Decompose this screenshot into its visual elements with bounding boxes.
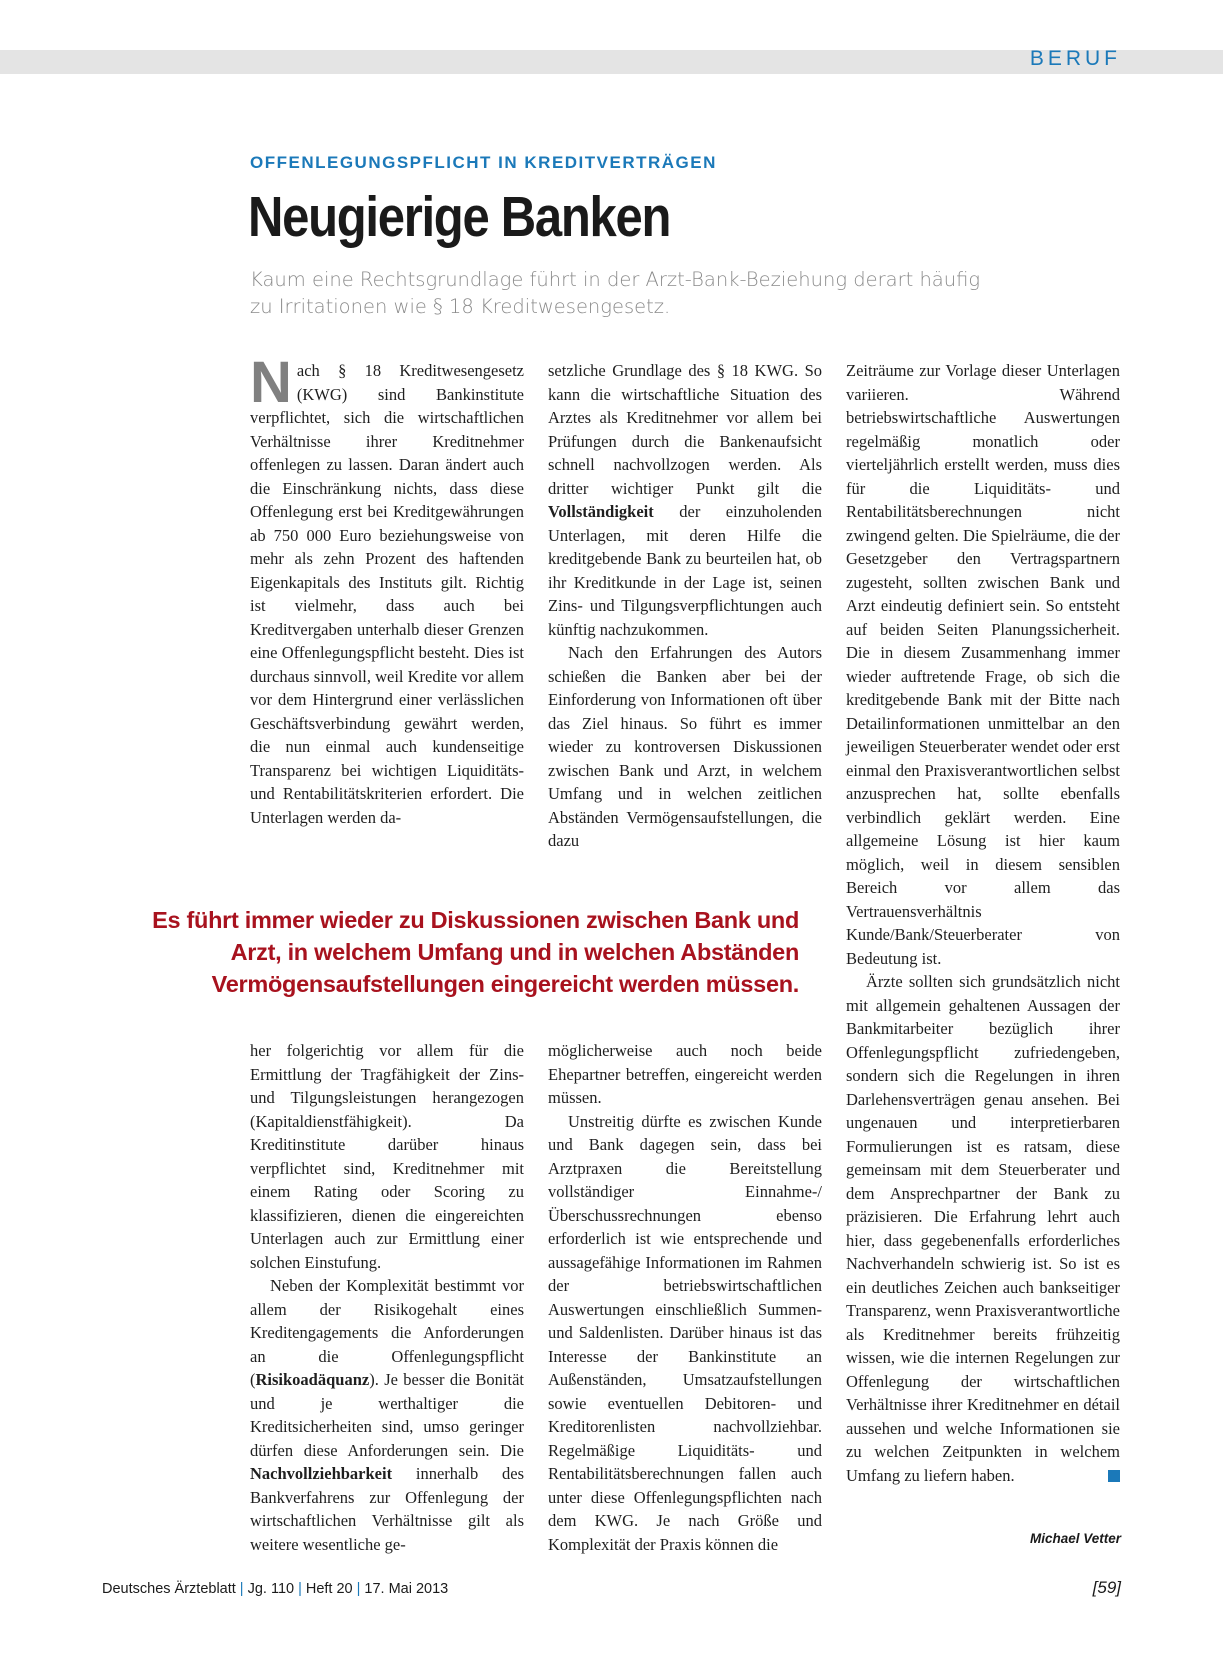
column-3	[846, 359, 1120, 1487]
bold-term: Vollständigkeit	[548, 502, 654, 521]
paragraph	[250, 350, 525, 829]
volume: Jg. 110	[247, 1581, 295, 1597]
column-1-top	[250, 350, 525, 829]
separator: |	[239, 1581, 244, 1597]
paragraph-text: setzliche Grundlage des § 18 KWG. So kann die wirtschaftliche Situation des Arztes als Kreditnehmer vor allem bei Prüfungen durch die Bankenaufsicht schnell nachvollzogen werden. Als dritter wichtiger Punkt gilt die	[548, 361, 822, 498]
article-standfirst: Kaum eine Rechtsgrundlage führt in der Arzt-Bank-Beziehung derart häufig zu Irritationen wie § 18 Kreditwesengesetz.	[250, 268, 981, 318]
page-number: [59]	[1092, 1578, 1121, 1597]
paragraph: möglicherweise auch noch beide Ehepartner betreffen, eingereicht werden müssen.	[548, 1041, 822, 1107]
paragraph: Nach den Erfahrungen des Autors schießen die Banken aber bei der Einforderung von Informationen oft über das Ziel hinaus. So führt es immer wieder zu kontroversen Diskussionen zwischen Bank und Arzt, in welchem Umfang und in welchen zeitlichen Abständen Vermögensaufstellungen, die dazu	[548, 643, 822, 850]
paragraph: her folgerichtig vor allem für die Ermittlung der Tragfähigkeit der Zins- und Tilgungsleistungen herangezogen (Kapitaldienstfähigkeit). Da Kreditinstitute darüber hinaus verpflichtet sind, Kreditnehmer mit einem Rating oder Scoring zu klassifizieren, dienen die eingereichten Unterlagen auch zur Ermittlung einer solchen Einstufung.	[250, 1041, 524, 1272]
date: 17. Mai 2013	[364, 1581, 449, 1597]
drop-cap: N	[250, 350, 292, 415]
paragraph: Zeiträume zur Vorlage dieser Unterlagen variieren. Während betriebswirtschaftliche Auswertungen regelmäßig monatlich oder vierteljährlich erstellt werden, muss dies für die Liquiditäts- und Rentabilitätsberechnungen nicht zwingend gelten. Die Spielräume, die der Gesetzgeber den Vertragspartnern zugesteht, sollten zwischen Bank und Arzt eindeutig definiert sein. So entsteht auf beiden Seiten Planungssicherheit. Die in diesem Zusammenhang immer wieder auftretende Frage, ob sich die kreditgebende Bank mit der Bitte nach Detailinformationen unmittelbar an den jeweiligen Steuerberater wendet oder erst einmal den Praxisverantwortlichen selbst anzusprechen hat, sollte ebenfalls verbindlich geklärt werden. Eine allgemeine Lösung ist hier kaum möglich, weil in diesem sensiblen Bereich vor allem das Vertrauensverhältnis Kunde/Bank/Steuerberater von Bedeutung ist.	[846, 361, 1120, 968]
paragraph-text: Ärzte sollten sich grundsätzlich nicht mit allgemein gehaltenen Aussagen der Bankmitarbeiter bezüglich ihrer Offenlegungspflicht zufriedengeben, sondern sich die Regelungen in ihren Darlehensverträgen genau ansehen. Bei ungenauen und interpretierbaren Formulierungen ist es ratsam, diese gemeinsam mit dem Steuerberater und dem Ansprechpartner der Bank zu präzisieren. Die Erfahrung lehrt auch hier, dass gegebenenfalls erforderliches Nachverhandeln schwierig ist. So ist es ein deutliches Zeichen auch bankseitiger Transparenz, wenn Praxisverantwortliche als Kreditnehmer bereits frühzeitig wissen, wie die internen Regelungen zur Offenlegung der wirtschaftlichen Verhältnisse ihrer Kreditnehmer en détail aussehen und welche Informationen sie zu welchen Zeitpunkten in welchem Umfang zu liefern haben.	[846, 972, 1120, 1485]
article-title: Neugierige Banken	[248, 185, 671, 249]
end-of-article-mark	[1108, 1470, 1120, 1482]
paragraph	[846, 970, 1120, 1487]
separator: |	[356, 1581, 361, 1597]
column-2-top	[548, 359, 822, 853]
paragraph-text: Neben der Komplexität bestimmt vor allem der Risikogehalt eines Kreditengagements die Anforderungen an die Offenlegungspflicht (	[250, 1276, 524, 1389]
column-1-bottom	[250, 1039, 524, 1556]
paragraph	[548, 359, 822, 641]
article-kicker: OFFENLEGUNGSPFLICHT IN KREDITVERTRÄGEN	[250, 153, 717, 172]
separator: |	[298, 1581, 302, 1597]
issue: Heft 20	[305, 1581, 353, 1597]
footer-citation	[102, 1581, 448, 1597]
journal-name: Deutsches Ärzteblatt	[102, 1581, 236, 1597]
pull-quote: Es führt immer wieder zu Diskussionen zwischen Bank und Arzt, in welchem Umfang und in welchen Abständen Vermögensaufstellungen eingereicht werden müssen.	[152, 907, 799, 997]
paragraph-text: ach § 18 Kreditwesengesetz (KWG) sind Bankinstitute verpflichtet, sich die wirtschaftlichen Verhältnisse ihrer Kreditnehmer offenlegen zu lassen. Daran ändert auch die Einschränkung nichts, dass diese Offenlegung erst bei Kreditgewährungen ab 750 000 Euro beziehungsweise von mehr als zehn Prozent des haftenden Eigenkapitals des Instituts gilt. Richtig ist vielmehr, dass auch bei Kreditvergaben unterhalb dieser Grenzen eine Offenlegungspflicht besteht. Dies ist durchaus sinnvoll, weil Kredite vor allem vor dem Hintergrund einer verlässlichen Geschäftsverbindung gewährt werden, die nun einmal auch kundenseitige Transparenz bei wichtigen Liquiditäts- und Rentabilitätskriterien erfordert. Die Unterlagen werden da-	[250, 361, 525, 827]
column-2-bottom	[548, 1039, 822, 1556]
paragraph: Unstreitig dürfte es zwischen Kunde und Bank dagegen sein, dass bei Arztpraxen die Bereitstellung vollständiger Einnahme-/Überschussrechnungen ebenso erforderlich ist wie entsprechende und aussagefähige Informationen im Rahmen der betriebswirtschaftlichen Auswertungen einschließlich Summen- und Saldenlisten. Darüber hinaus ist das Interesse der Bankinstitute an Außenständen, Umsatzaufstellungen sowie eventuellen Debitoren- und Kreditorenlisten nachvollziehbar. Regelmäßige Liquiditäts- und Rentabilitätsberechnungen fallen auch unter diese Offenlegungspflichten nach dem KWG. Je nach Größe und Komplexität der Praxis können die	[548, 1111, 822, 1554]
author-name: Michael Vetter	[1029, 1531, 1121, 1546]
paragraph-text: der einzuholenden Unterlagen, mit deren Hilfe die kreditgebende Bank zu beurteilen hat, ob ihr Kreditkunde in der Lage ist, seinen Zins- und Tilgungsverpflichtungen auch künftig nachzukommen.	[548, 502, 822, 639]
paragraph-text: innerhalb des Bankverfahrens zur Offenlegung der wirtschaftlichen Verhältnisse gilt als weitere wesentliche ge-	[250, 1464, 524, 1554]
paragraph-text: ). Je besser die Bonität und je werthaltiger die Kreditsicherheiten sind, umso geringer dürfen diese Anforderungen sein. Die	[250, 1370, 524, 1460]
bold-term: Nachvollziehbarkeit	[250, 1464, 393, 1483]
section-label: BERUF	[1029, 47, 1121, 70]
paragraph	[250, 1274, 524, 1556]
bold-term: Risikoadäquanz	[255, 1370, 370, 1389]
